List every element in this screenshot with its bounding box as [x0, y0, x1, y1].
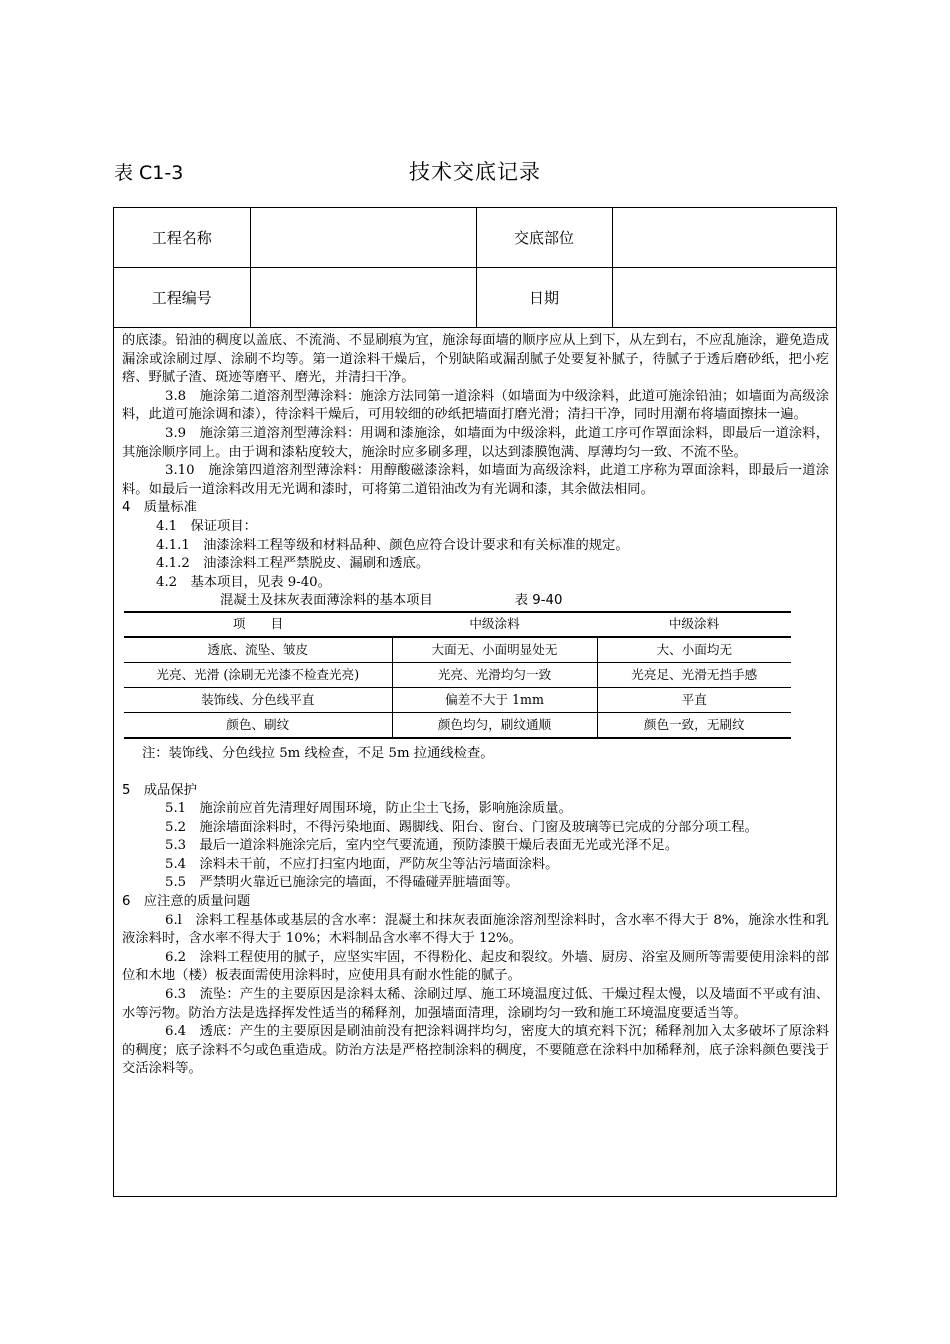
table-cell: 偏差不大于 1mm: [392, 687, 597, 712]
paragraph-3-9: 3.9 施涂第三道溶剂型薄涂料：用调和漆施涂，如墙面为中级涂料，此道工序可作罩面涂料，即最后一道涂料，其施涂顺序同上。由于调和漆粘度较大，施涂时应多刷多理，以达到漆膜饱满、厚薄均匀一致、不流不坠。: [122, 425, 829, 460]
quality-table: [124, 611, 791, 739]
paragraph-3-8: 3.8 施涂第二道溶剂型薄涂料：施涂方法同第一道涂料（如墙面为中级涂料，此道可施涂铅油；如墙面为高级涂料，此道可施涂调和漆），待涂料干燥后，可用较细的砂纸把墙面打磨光滑；清扫干净，同时用潮布将墙面擦抹一遍。: [122, 388, 829, 423]
table-cell: 颜色一致，无刷纹: [597, 712, 791, 738]
disclosure-content: [114, 332, 835, 1079]
project-no-label: 工程编号: [114, 268, 250, 328]
quality-table-header: [124, 612, 791, 637]
table-cell: 光亮、光滑均匀一致: [392, 662, 597, 687]
record-form: [113, 207, 837, 1197]
table-row: [124, 712, 791, 738]
table-row: [124, 637, 791, 663]
item-4-1: 4.1 保证项目：: [156, 518, 257, 534]
table-note: 注：装饰线、分色线拉 5m 线检查，不足 5m 拉通线检查。: [142, 745, 494, 761]
header-item: 项 目: [124, 612, 392, 637]
item-4-1-2: 4.1.2 油漆涂料工程严禁脱皮、漏刷和透底。: [156, 556, 430, 572]
item-5-4: 5.4 涂料未干前，不应打扫室内地面，严防灰尘等沾污墙面涂料。: [165, 856, 559, 872]
table-cell: 透底、流坠、皱皮: [124, 637, 392, 663]
item-6-4: 6.4 透底：产生的主要原因是刷油前没有把涂料调拌均匀，密度大的填充料下沉；稀释剂加入太多破坏了原涂料的稠度；底子涂料不匀或色重造成。防治方法是严格控制涂料的稠度，不要随意在涂料中加稀释剂，底子涂料颜色要浅于交活涂料等。: [122, 1024, 829, 1077]
item-5-1: 5.1 施涂前应首先清理好周围环境，防止尘土飞扬，影响施涂质量。: [165, 801, 572, 817]
table-caption-text: 混凝土及抹灰表面薄涂料的基本项目: [220, 593, 433, 609]
form-number: 表 C1-3: [114, 162, 184, 184]
table-caption: [122, 592, 829, 611]
section-6-heading: 6 应注意的质量问题: [122, 894, 251, 910]
location-label: 交底部位: [476, 208, 612, 268]
table-row: [124, 662, 791, 687]
section-4-heading: 4 质量标准: [122, 500, 197, 516]
info-table: [114, 208, 836, 328]
item-4-1-1: 4.1.1 油漆涂料工程等级和材料品种、颜色应符合设计要求和有关标准的规定。: [156, 537, 629, 553]
item-6-1: 6.l 涂料工程基体或基层的含水率：混凝土和抹灰表面施涂溶剂型涂料时，含水率不得大于 8%，施涂水性和乳液涂料时，含水率不得大于 10%；木料制品含水率不得大于 12%。: [122, 912, 829, 947]
section-5-heading: 5 成品保护: [122, 782, 197, 798]
table-cell: 光亮、光滑 (涂刷无光漆不检查光亮): [124, 662, 392, 687]
table-number: 表 9-40: [514, 593, 563, 609]
table-cell: 大、小面均无: [597, 637, 791, 663]
project-no-field[interactable]: [250, 268, 476, 328]
paragraph-3-10: 3.10 施涂第四道溶剂型薄涂料：用醇酸磁漆涂料，如墙面为高级涂料，此道工序称为罩面涂料，即最后一道涂料。如最后一道涂料改用无光调和漆时，可将第二道铅油改为有光调和漆，其余做法相同。: [122, 463, 829, 497]
item-5-2: 5.2 施涂墙面涂料时，不得污染地面、踢脚线、阳台、窗台、门窗及玻璃等已完成的分部分项工程。: [165, 819, 758, 835]
date-field[interactable]: [612, 268, 836, 328]
table-cell: 大面无、小面明显处无: [392, 637, 597, 663]
header-grade-2: 中级涂料: [597, 612, 791, 637]
item-4-2: 4.2 基本项目，见表 9-40。: [156, 574, 331, 590]
table-cell: 颜色、刷纹: [124, 712, 392, 738]
header-grade-1: 中级涂料: [392, 612, 597, 637]
table-cell: 装饰线、分色线平直: [124, 687, 392, 712]
table-cell: 平直: [597, 687, 791, 712]
table-cell: 光亮足、光滑无挡手感: [597, 662, 791, 687]
item-6-3: 6.3 流坠：产生的主要原因是涂料太稀、涂刷过厚、施工环境温度过低、干燥过程太慢，以及墙面不平或有油、水等污物。防治方法是选择挥发性适当的稀释剂，加强墙面清理，涂刷均匀一致和施工环境温度要适当等。: [122, 987, 829, 1021]
project-name-field[interactable]: [250, 208, 476, 268]
project-name-label: 工程名称: [114, 208, 250, 268]
table-row: [124, 687, 791, 712]
date-label: 日期: [476, 268, 612, 328]
table-cell: 颜色均匀，刷纹通顺: [392, 712, 597, 738]
item-5-5: 5.5 严禁明火靠近已施涂完的墙面，不得磕碰弄脏墙面等。: [165, 875, 519, 891]
document-title: 技术交底记录: [409, 160, 541, 184]
item-6-2: 6.2 涂料工程使用的腻子，应坚实牢固，不得粉化、起皮和裂纹。外墙、厨房、浴室及厕所等需要使用涂料的部位和木地（楼）板表面需使用涂料时，应使用具有耐水性能的腻子。: [122, 949, 829, 984]
paragraph-primer: 的底漆。铅油的稠度以盖底、不流淌、不显刷痕为宜，施涂每面墙的顺序应从上到下，从左到右，不应乱施涂，避免造成漏涂或涂刷过厚、涂刷不均等。第一道涂料干燥后，个别缺陷或漏刮腻子处要复补腻子，待腻子于透后磨砂纸，把小疙瘩、野腻子渣、斑迹等磨平、磨光，并清扫干净。: [122, 333, 829, 386]
item-5-3: 5.3 最后一道涂料施涂完后，室内空气要流通，预防漆膜干燥后表面无光或光泽不足。: [165, 838, 679, 854]
location-field[interactable]: [612, 208, 836, 268]
